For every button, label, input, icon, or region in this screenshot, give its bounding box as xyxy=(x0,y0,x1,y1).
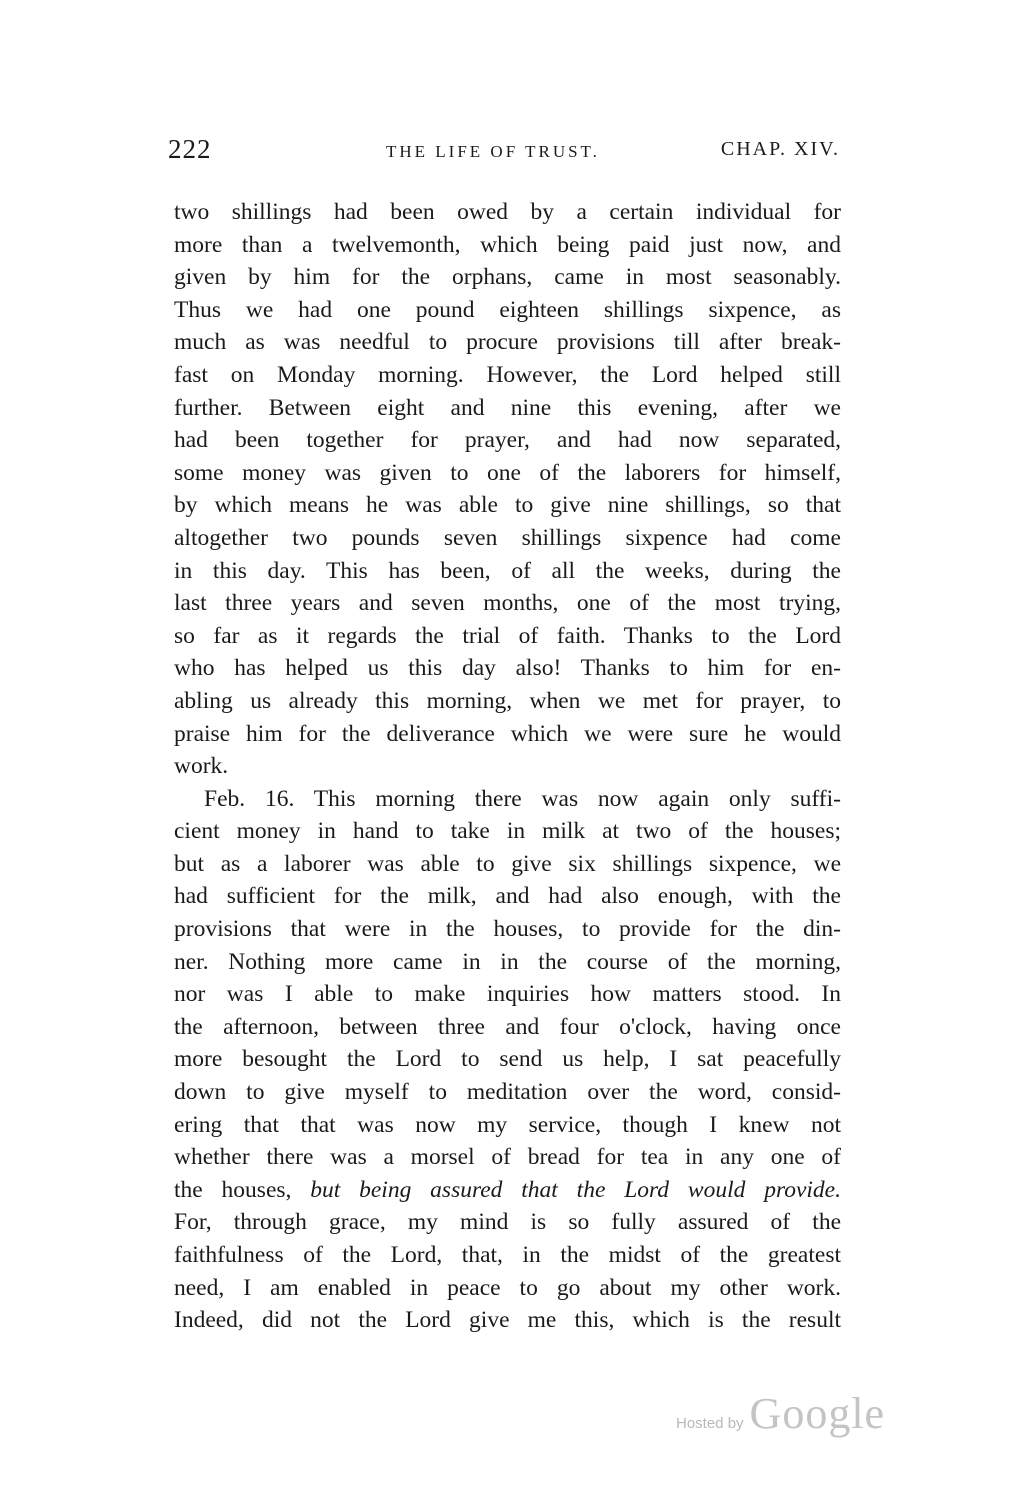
text-line: whether there was a morsel of bread for tea in any one of xyxy=(174,1144,841,1171)
text-line: had sufficient for the milk, and had also enough, with the xyxy=(174,883,841,910)
text-line: praise him for the deliverance which we were sure he would xyxy=(174,720,841,747)
text-line: Feb. 16. This morning there was now again only suffi- xyxy=(204,785,841,812)
page-number: 222 xyxy=(168,134,212,164)
running-title: THE LIFE OF TRUST. xyxy=(386,142,600,161)
text-line: abling us already this morning, when we met for prayer, to xyxy=(174,687,841,714)
text-line: further. Between eight and nine this evening, after we xyxy=(174,394,841,421)
text-line: cient money in hand to take in milk at two of the houses; xyxy=(174,818,841,845)
text-line: but as a laborer was able to give six shillings sixpence, we xyxy=(174,850,841,877)
text-line: so far as it regards the trial of faith. Thanks to the Lord xyxy=(174,622,841,649)
text-line: Indeed, did not the Lord give me this, which is the result xyxy=(174,1307,841,1334)
text-line: who has helped us this day also! Thanks to him for en- xyxy=(174,655,841,682)
google-logo: Google xyxy=(749,1389,886,1438)
text-line xyxy=(174,1174,841,1207)
text-line: For, through grace, my mind is so fully assured of the xyxy=(174,1209,841,1236)
text-line: last three years and seven months, one of the most trying, xyxy=(174,590,841,617)
text-line: more besought the Lord to send us help, I sat peacefully xyxy=(174,1046,841,1073)
text-line: the afternoon, between three and four o'clock, having once xyxy=(174,1013,841,1040)
text-line: altogether two pounds seven shillings sixpence had come xyxy=(174,524,841,551)
text-line: two shillings had been owed by a certain individual for xyxy=(174,199,841,225)
italic-phrase: but being assured that the Lord would provide. xyxy=(310,1176,841,1203)
text-line: provisions that were in the houses, to provide for the din- xyxy=(174,916,841,943)
text-line: fast on Monday morning. However, the Lord helped still xyxy=(174,361,841,388)
text-line: ner. Nothing more came in in the course of the morning, xyxy=(174,948,841,975)
running-header xyxy=(168,134,840,174)
text-line: faithfulness of the Lord, that, in the midst of the greatest xyxy=(174,1242,841,1268)
hosted-by-label: Hosted by xyxy=(676,1415,744,1432)
text-line: down to give myself to meditation over the word, consid- xyxy=(174,1079,841,1106)
text-line: ering that that was now my service, though I knew not xyxy=(174,1111,841,1138)
text-line: by which means he was able to give nine shillings, so that xyxy=(174,492,841,519)
text-line: some money was given to one of the laborers for himself, xyxy=(174,459,841,486)
text-line: in this day. This has been, of all the weeks, during the xyxy=(174,557,841,584)
text-line: need, I am enabled in peace to go about my other work. xyxy=(174,1274,841,1301)
text-line: Thus we had one pound eighteen shillings sixpence, as xyxy=(174,296,841,323)
hosted-by-google-watermark xyxy=(676,1388,885,1439)
text-line: much as was needful to procure provisions till after break- xyxy=(174,329,841,356)
page-body xyxy=(174,196,841,1337)
chapter-label: CHAP. XIV. xyxy=(720,138,840,160)
text-fragment: the houses, xyxy=(174,1176,292,1203)
text-line: had been together for prayer, and had now separated, xyxy=(174,427,841,454)
text-line: work. xyxy=(174,753,229,780)
text-line: given by him for the orphans, came in most seasonably. xyxy=(174,264,841,291)
text-line: more than a twelvemonth, which being paid just now, and xyxy=(174,231,841,258)
text-line: nor was I able to make inquiries how matters stood. In xyxy=(174,981,841,1008)
